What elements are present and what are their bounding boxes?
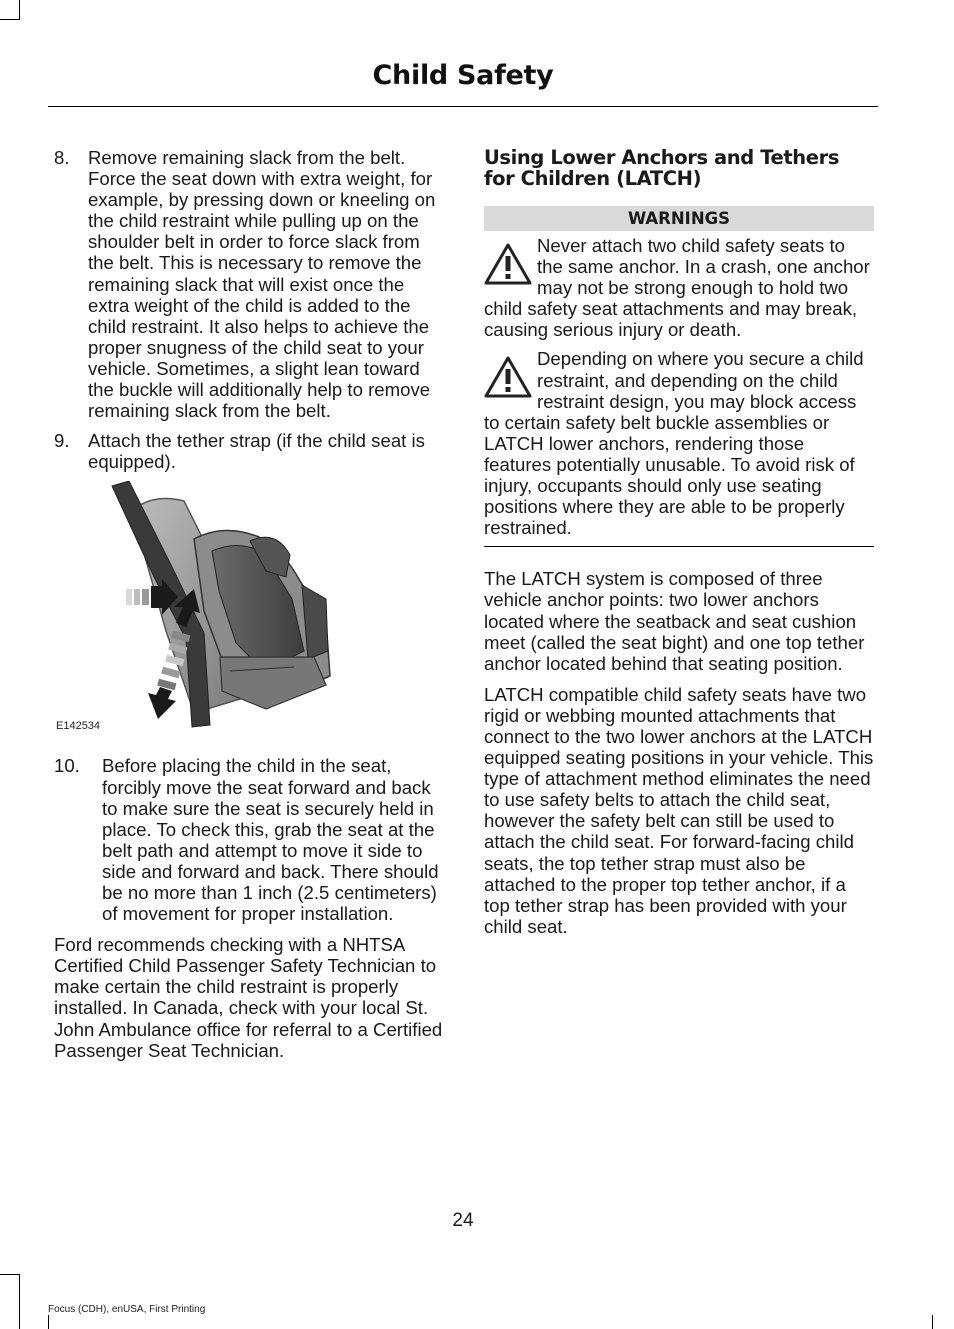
body-paragraph: The LATCH system is composed of three vehicle anchor points: two lower anchors located where the seatback and seat cushion meet (called the seat bight) and one top tether anchor located behind that seating position. [484,568,865,674]
warning-triangle-icon [484,241,537,289]
right-column [484,147,874,947]
page-number: 24 [452,1210,474,1231]
step-item [54,147,446,421]
left-column [54,147,446,1071]
step-number: 8. [54,147,70,168]
warnings-header: WARNINGS [484,206,874,231]
crop-mark [19,1275,20,1329]
step-item [54,430,446,472]
step-number: 10. [54,755,80,777]
crop-mark [0,19,20,20]
section-heading: Using Lower Anchors and Tethers for Children (LATCH) [484,146,840,190]
edition-footer: Focus (CDH), enUSA, First Printing [48,1304,206,1315]
child-seat-illustration [54,481,446,739]
page-title: Child Safety [372,60,554,91]
child-seat-figure [54,481,446,739]
header-divider [48,106,878,107]
crop-mark [932,1315,933,1329]
warning-item [484,348,874,538]
step-item [54,755,446,924]
step-text: Attach the tether strap (if the child seat is equipped). [88,430,425,473]
crop-mark [48,1315,49,1329]
crop-mark [0,1274,20,1275]
step-number: 9. [54,430,70,452]
warning-item [484,235,874,340]
body-paragraph: LATCH compatible child safety seats have two rigid or webbing mounted attachments that connect to the two lower anchors at the LATCH equipped seating positions in your vehicle. This type of attachment method eliminates the need to use safety belts to attach the child seat, however the safety belt can still be used to attach the child seat. For forward-facing child seats, the top tether strap must also be attached to the proper top tether anchor, if a top tether strap has been provided with your child seat. [484,683,874,937]
crop-mark [19,0,20,19]
warning-text: Never attach two child safety seats to the same anchor. In a crash, one anchor may not be strong enough to hold two child safety seat attachments and may break, causing serious injury or death. [484,235,870,341]
step-text: Remove remaining slack from the belt. Force the seat down with extra weight, for example, by pressing down or kneeling on the child restraint while pulling up on the shoulder belt in order to force slack from the belt. This is necessary to remove the remaining slack that will exist once the extra weight of the child is added to the child restraint. It also helps to achieve the proper snugness of the child seat to your vehicle. Sometimes, a slight lean toward the buckle will additionally help to remove remaining slack from the belt. [88,147,436,422]
body-paragraph: Ford recommends checking with a NHTSA Certified Child Passenger Safety Technician to make certain the child restraint is properly installed. In Canada, check with your local St. John Ambulance office for referral to a Certified Passenger Seat Technician. [54,934,443,1061]
figure-code: E142534 [56,720,101,733]
step-text: Before placing the child in the seat, forcibly move the seat forward and back to make sure the seat is securely held in place. To check this, grab the seat at the belt path and attempt to move it side to side and forward and back. There should be no more than 1 inch (2.5 centimeters) of movement for proper installation. [102,755,439,925]
warning-text: Depending on where you secure a child restraint, and depending on the child restraint design, you may block access to certain safety belt buckle assemblies or LATCH lower anchors, rendering those features potentially unusable. To avoid risk of injury, occupants should only use seating positions where they are able to be properly restrained. [484,348,864,539]
warnings-divider [484,546,874,547]
warning-triangle-icon [484,354,537,402]
